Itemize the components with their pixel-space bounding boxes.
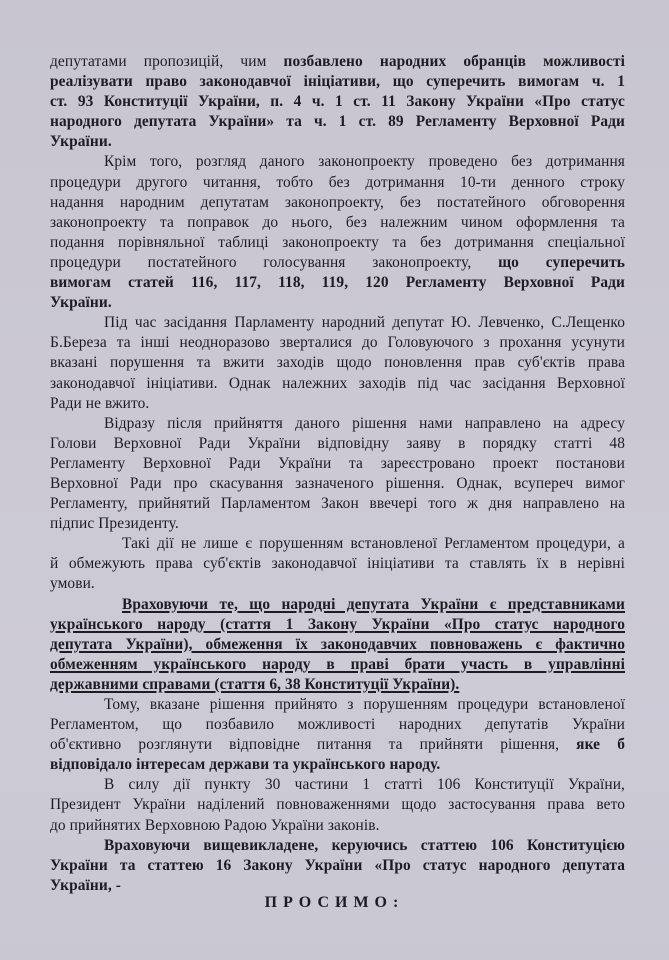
paragraph <box>50 836 625 896</box>
bold-text: України, - <box>50 876 121 894</box>
text-span: процедури другого читання, тобто без дотримання 10-ти денного строку <box>50 173 625 191</box>
paragraph <box>50 152 625 313</box>
bold-text: позбавлено народних обранців можливості <box>283 53 625 70</box>
text-span: підпис Президенту. <box>50 515 179 533</box>
text-line <box>50 836 625 856</box>
text-span: подання порівняльної таблиці законопроекту та без дотримання спеціальної <box>50 233 625 251</box>
text-line <box>50 313 625 333</box>
bold-text: державними справами (стаття 6, 38 Конституції України). <box>50 675 460 693</box>
text-line <box>50 655 625 675</box>
text-span: законодавчої ініціативи. Однак належних заходів під час засідання Верховної <box>50 374 625 392</box>
text-span: надання народним депутатам законопроекту, без постатейного обговорення <box>50 193 625 211</box>
text-line <box>50 434 625 454</box>
text-span: Тому, вказане рішення прийнято з порушенням процедури встановленої <box>104 696 625 713</box>
text-span: депутатами пропозицій, чим <box>50 53 284 70</box>
text-line <box>50 374 625 394</box>
text-span: Президент України наділений повноваженнями щодо застосування права вето <box>50 796 625 814</box>
text-line <box>50 72 625 92</box>
text-line <box>50 333 625 353</box>
text-line <box>50 193 625 213</box>
text-line <box>50 775 625 795</box>
text-span: Верховної Ради про скасування зазначеного рішення. Однак, всупереч вимог <box>50 474 625 492</box>
bold-text: вимогам статей 116, 117, 118, 119, 120 Регламенту Верховної Ради <box>50 274 625 292</box>
bold-text: що суперечить <box>498 253 625 271</box>
text-span: умови. <box>50 575 95 593</box>
paragraph <box>50 534 625 594</box>
text-line <box>50 152 625 172</box>
bold-text: України. <box>50 133 112 151</box>
text-line <box>50 454 625 474</box>
bold-text: України. <box>50 294 112 312</box>
text-line <box>50 474 625 494</box>
text-line <box>50 595 625 615</box>
text-span: й обмежують права суб'єктів законодавчої ініціативи та ставлять їх в нерівні <box>50 555 625 573</box>
text-line <box>50 52 625 72</box>
text-line <box>50 494 625 514</box>
bold-text: депутата України), обмеження їх законодавчих повноважень є фактично <box>50 635 625 653</box>
text-line <box>50 574 625 594</box>
bold-text: яке б <box>576 736 626 754</box>
bold-text: України та статтею 16 Закону України «Про статус народного депутата <box>50 856 625 874</box>
text-line <box>50 795 625 815</box>
text-span: Під час засідання Парламенту народний депутат Ю. Левченко, С.Лещенко <box>104 314 625 332</box>
bold-text: українського народу (стаття 1 Закону України «Про статус народного <box>50 615 625 633</box>
text-line <box>50 715 625 735</box>
text-line <box>50 856 625 876</box>
text-line <box>50 132 625 152</box>
text-line <box>50 173 625 193</box>
text-line <box>50 233 625 253</box>
text-line <box>50 755 625 775</box>
bold-text: ст. 93 Конституції України, п. 4 ч. 1 ст. 11 Закону України «Про статус <box>50 93 625 111</box>
bold-text: обмеженням українського народу в праві брати участь в управлінні <box>50 655 625 673</box>
text-line <box>50 394 625 414</box>
paragraph <box>50 52 625 152</box>
text-line <box>50 534 625 554</box>
text-line <box>50 273 625 293</box>
paragraph <box>50 414 625 535</box>
text-span: законопроекту та поправок до нього, без належним чином оформлення та <box>50 213 625 231</box>
text-line <box>50 816 625 836</box>
text-span: до прийнятих Верховною Радою України законів. <box>50 816 380 834</box>
text-line <box>50 554 625 574</box>
paragraph <box>50 595 625 695</box>
text-line <box>50 253 625 273</box>
bold-text: відповідало інтересам держави та українського народу. <box>50 756 441 774</box>
paragraph <box>50 313 625 413</box>
text-line <box>50 353 625 373</box>
text-line <box>50 213 625 233</box>
text-line <box>50 615 625 635</box>
text-line <box>50 414 625 434</box>
text-line <box>50 112 625 132</box>
bold-text: народного депутата України» та ч. 1 ст. 89 Регламенту Верховної Ради <box>50 113 625 131</box>
bold-text: реалізувати право законодавчої ініціативи, що суперечить вимогам ч. 1 <box>50 73 625 91</box>
text-span: В силу дії пункту 30 частини 1 статті 106 Конституції України, <box>104 776 625 794</box>
text-span: Б.Береза та інші неодноразово зверталися до Головуючого з прохання усунути <box>50 334 625 352</box>
text-span: Крім того, розгляд даного законопроекту проведено без дотримання <box>104 153 625 171</box>
text-span: Регламентом, що позбавило можливості народних депутатів України <box>50 716 625 734</box>
text-span: Регламенту, прийнятий Парламентом Закон ввечері того ж дня направлено на <box>50 495 625 513</box>
text-line <box>50 92 625 112</box>
text-span: процедури постатейного голосування законопроекту, <box>50 253 499 271</box>
closing-heading: ПРОСИМО: <box>264 894 405 911</box>
text-line <box>50 695 625 715</box>
paragraph <box>50 695 625 775</box>
text-span: Ради не вжито. <box>50 394 150 412</box>
text-line <box>50 735 625 755</box>
text-line <box>50 635 625 655</box>
text-line <box>50 876 625 896</box>
text-span: Такі дії не лише є порушенням встановленої Регламентом процедури, а <box>122 535 625 553</box>
text-line <box>50 293 625 313</box>
text-line <box>50 675 625 695</box>
text-span: об'єктивно розглянути відповідне питання та прийняти рішення, <box>50 736 577 754</box>
text-span: вказані порушення та вжити заходів щодо поновлення прав суб'єктів права <box>50 354 625 372</box>
document-body <box>50 52 625 896</box>
text-span: Відразу після прийняття даного рішення нами направлено на адресу <box>104 414 625 432</box>
text-line <box>50 514 625 534</box>
text-span: Регламенту Верховної Ради України та зареєстровано проект постанови <box>50 454 625 472</box>
paragraph <box>50 775 625 835</box>
text-span: Голови Верховної Ради України відповідну заяву в порядку статті 48 <box>50 434 625 452</box>
bold-text: Враховуючи вищевикладене, керуючись статтею 106 Конституцією <box>104 836 625 854</box>
bold-text: Враховуючи те, що народні депутата України є представниками <box>122 595 625 613</box>
